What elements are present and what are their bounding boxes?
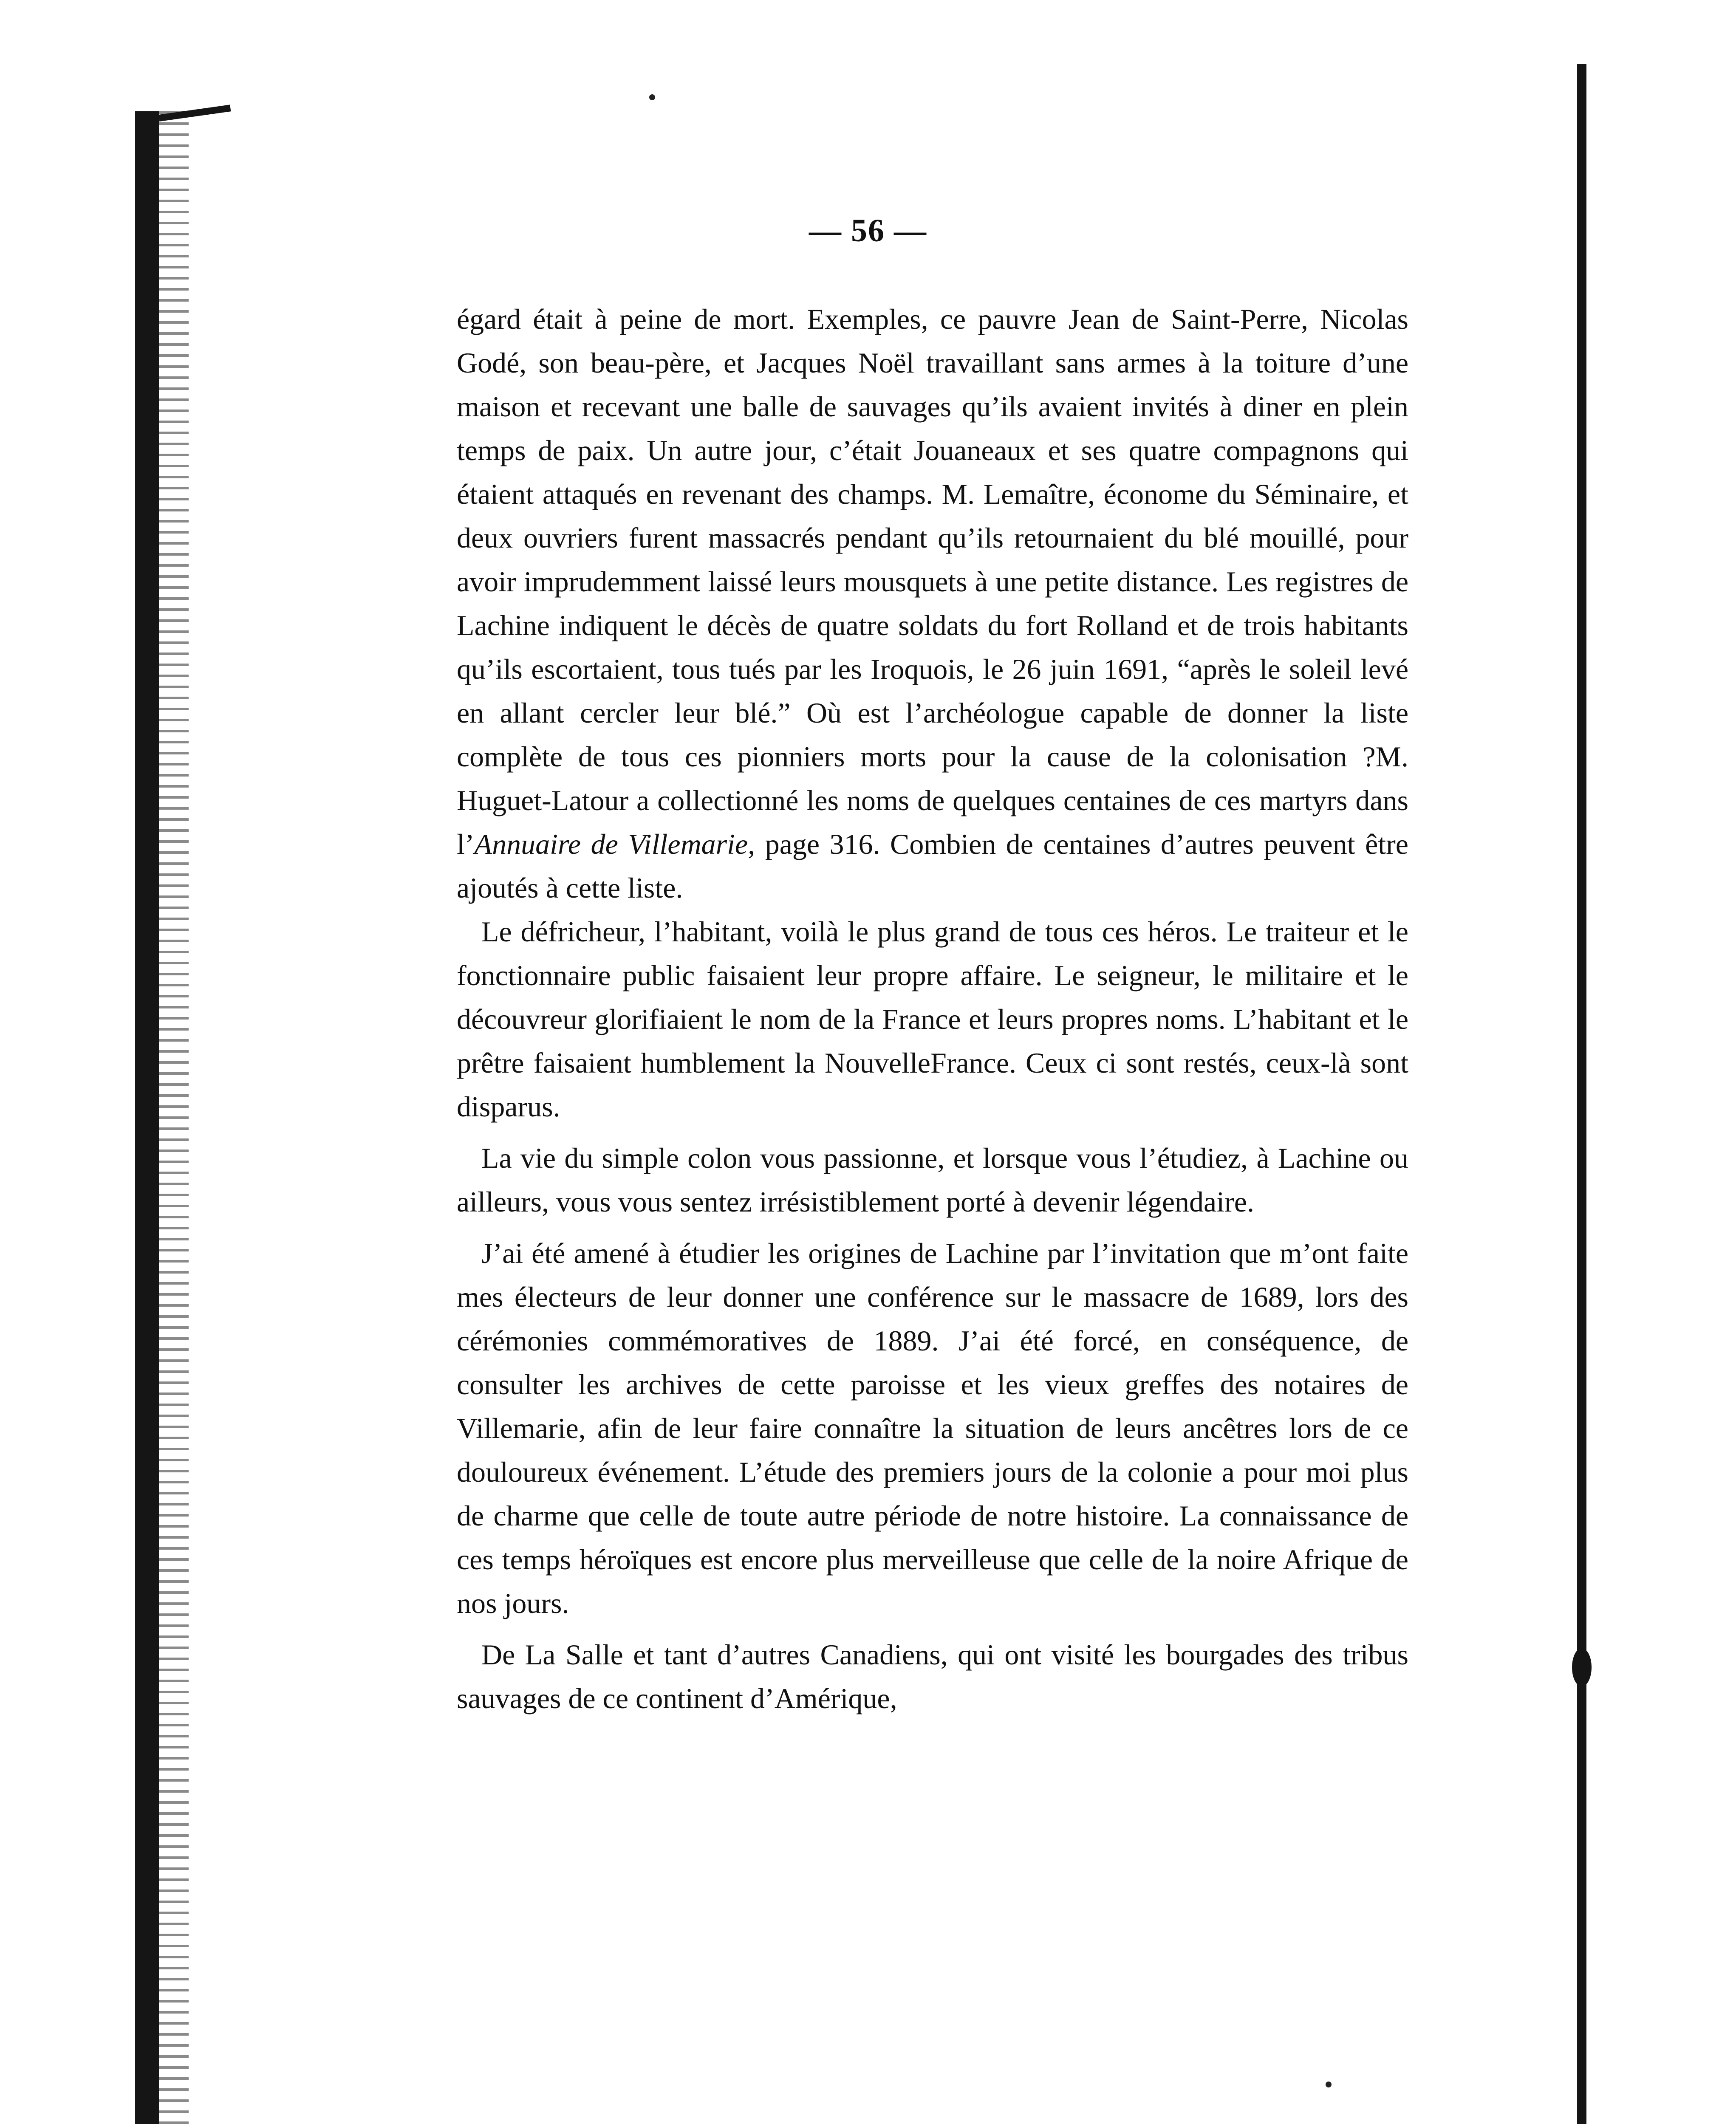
annuaire-title: Annuaire de Villemarie: [474, 828, 748, 860]
paragraph-4: J’ai été amené à étudier les origines de Lachine par l’invitation que m’ont faite mes électeurs de leur donner une conférence sur le massacre de 1689, lors des cérémonies commémoratives de 1889. J’ai été forcé, en conséquence, de consulter les archives de cette paroisse et les vieux greffes des notaires de Villemarie, afin de leur faire connaître la situation de leurs ancêtres lors de ce douloureux événement. L’étude des premiers jours de la colonie a pour moi plus de charme que celle de toute autre période de notre histoire. La connaissance de ces temps héroïques est encore plus merveilleuse que celle de la noire Afrique de nos jours.: [457, 1237, 1408, 1619]
scan-edge-right-notch: [1572, 1648, 1592, 1686]
paragraph-1-end: , page 316. Combien de centaines d’autres peuvent être ajoutés à cette liste.: [457, 828, 1408, 904]
scan-edge-left: [135, 111, 159, 2124]
paragraph-1: [457, 297, 1408, 910]
body-text: [457, 297, 1408, 1720]
paragraph-5: De La Salle et tant d’autres Canadiens, qui ont visité les bourgades des tribus sauvages de ce continent d’Amérique,: [457, 1638, 1408, 1714]
scan-edge-left-texture: [159, 111, 189, 2124]
scan-edge-right: [1577, 64, 1586, 2124]
paragraph-1-text: égard était à peine de mort. Exemples, ce pauvre Jean de Saint-Perre, Nicolas Godé, son beau-père, et Jacques Noël travaillant sans armes à la toiture d’une maison et recevant une balle de sauvages qu’ils avaient invités à diner en plein temps de paix. Un autre jour, c’était Jouaneaux et ses quatre compagnons qui étaient attaqués en revenant des champs. M. Lemaître, économe du Séminaire, et deux ouvriers furent massacrés pendant qu’ils retournaient du blé mouillé, pour avoir imprudemment laissé leurs mousquets à une petite distance. Les registres de Lachine indiquent le décès de quatre soldats du fort Rolland et de trois habitants qu’ils escortaient, tous tués par les Iroquois, le 26 juin 1691, “après le soleil levé en allant cercler leur blé.” Où est l’archéologue capable de donner la liste complète de tous ces pionniers morts pour la cause de la colonisation ?M. Huguet-Latour a collectionné les noms de quelques centaines de ces martyrs dans l’: [457, 303, 1408, 860]
scan-speck: [649, 94, 655, 100]
scan-edge-left-corner: [158, 105, 231, 121]
scan-speck: [1326, 2082, 1332, 2087]
page-number: — 56 —: [809, 213, 927, 249]
paragraph-2: Le défricheur, l’habitant, voilà le plus grand de tous ces héros. Le traiteur et le fonctionnaire public faisaient leur propre affaire. Le seigneur, le militaire et le découvreur glorifiaient le nom de la France et leurs propres noms. L’habitant et le prêtre faisaient humblement la NouvelleFrance. Ceux ci sont restés, ceux-là sont disparus.: [457, 915, 1408, 1123]
paragraph-3: La vie du simple colon vous passionne, et lorsque vous l’étudiez, à Lachine ou ailleurs, vous vous sentez irrésistiblement porté à devenir légendaire.: [457, 1142, 1408, 1218]
